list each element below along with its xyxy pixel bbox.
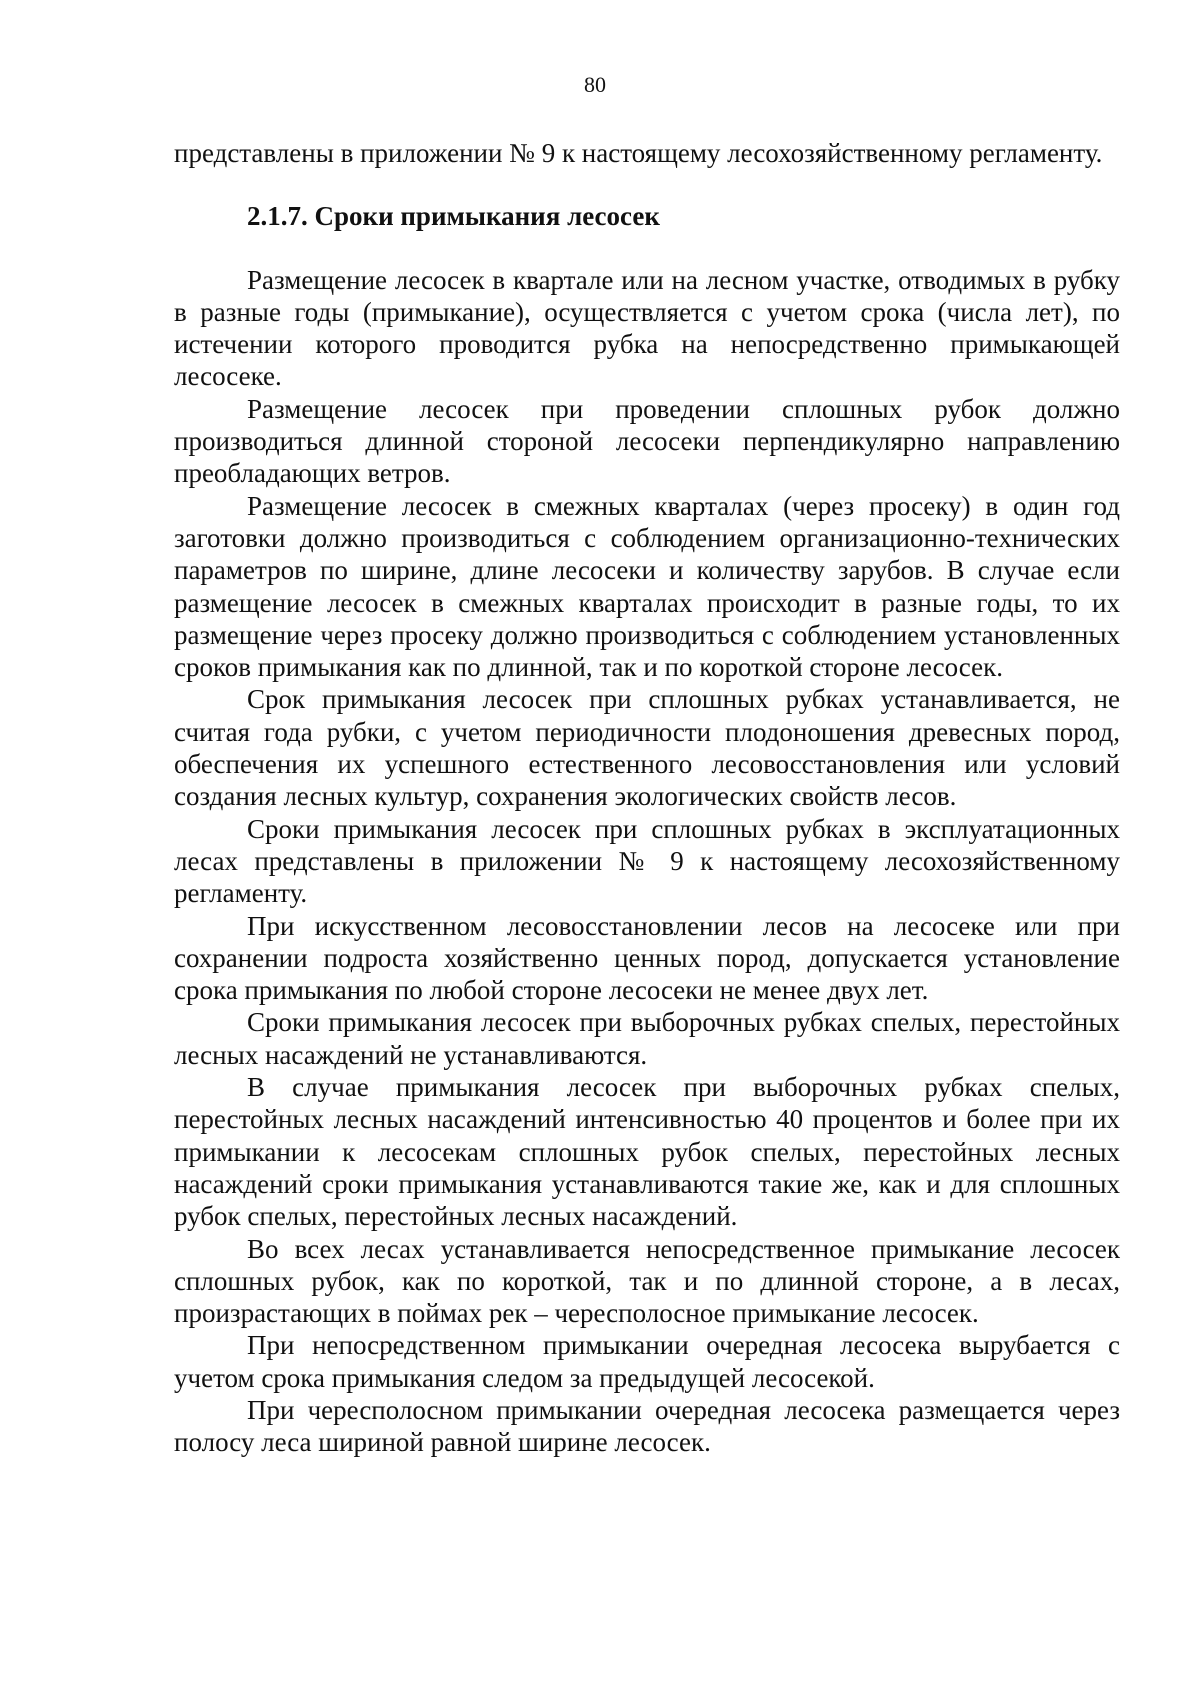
paragraph: Размещение лесосек при проведении сплошных рубок должно производиться длинной стороной лесосеки перпендикулярно направлению преобладающих ветров. bbox=[174, 393, 1120, 489]
paragraph: Во всех лесах устанавливается непосредственное примыкание лесосек сплошных рубок, как по короткой, так и по длинной стороне, а в лесах, произрастающих в поймах рек – чересполосное примыкание лесосек. bbox=[174, 1233, 1120, 1329]
paragraph: При искусственном лесовосстановлении лесов на лесосеке или при сохранении подроста хозяйственно ценных пород, допускается установление срока примыкания по любой стороне лесосеки не менее двух лет. bbox=[174, 910, 1120, 1006]
intro-paragraph: представлены в приложении № 9 к настоящему лесохозяйственному регламенту. bbox=[174, 138, 1103, 168]
paragraph: В случае примыкания лесосек при выборочных рубках спелых, перестойных лесных насаждений интенсивностью 40 процентов и более при их примыкании к лесосекам сплошных рубок спелых, перестойных лесных насаждений сроки примыкания устанавливаются такие же, как и для сплошных рубок спелых, перестойных лесных насаждений. bbox=[174, 1072, 1120, 1232]
paragraph: Сроки примыкания лесосек при выборочных рубках спелых, перестойных лесных насаждений не устанавливаются. bbox=[174, 1007, 1120, 1070]
page-number: 80 bbox=[584, 72, 606, 97]
paragraph: Размещение лесосек в смежных кварталах (через просеку) в один год заготовки должно производиться с соблюдением организационно-технических параметров по ширине, длине лесосеки и количеству зарубов. В случае если размещение лесосек в смежных кварталах происходит в разные годы, то их размещение через просеку должно производиться с соблюдением установленных сроков примыкания как по длинной, так и по короткой стороне лесосек. bbox=[174, 490, 1120, 683]
paragraph: Размещение лесосек в квартале или на лесном участке, отводимых в рубку в разные годы (примыкание), осуществляется с учетом срока (числа лет), по истечении которого проводится рубка на непосредственно примыкающей лесосеке. bbox=[174, 264, 1120, 392]
section-heading: 2.1.7. Сроки примыкания лесосек bbox=[247, 201, 660, 232]
paragraph: Срок примыкания лесосек при сплошных рубках устанавливается, не считая года рубки, с учетом периодичности плодоношения древесных пород, обеспечения их успешного естественного лесовосстановления или условий создания лесных культур, сохранения экологических свойств лесов. bbox=[174, 684, 1120, 812]
paragraph: При непосредственном примыкании очередная лесосека вырубается с учетом срока примыкания следом за предыдущей лесосекой. bbox=[174, 1330, 1120, 1393]
paragraph: При чересполосном примыкании очередная лесосека размещается через полосу леса шириной равной ширине лесосек. bbox=[174, 1394, 1120, 1458]
paragraph: Сроки примыкания лесосек при сплошных рубках в эксплуатационных лесах представлены в приложении № 9 к настоящему лесохозяйственному регламенту. bbox=[174, 813, 1120, 909]
document-body bbox=[174, 137, 1120, 1459]
